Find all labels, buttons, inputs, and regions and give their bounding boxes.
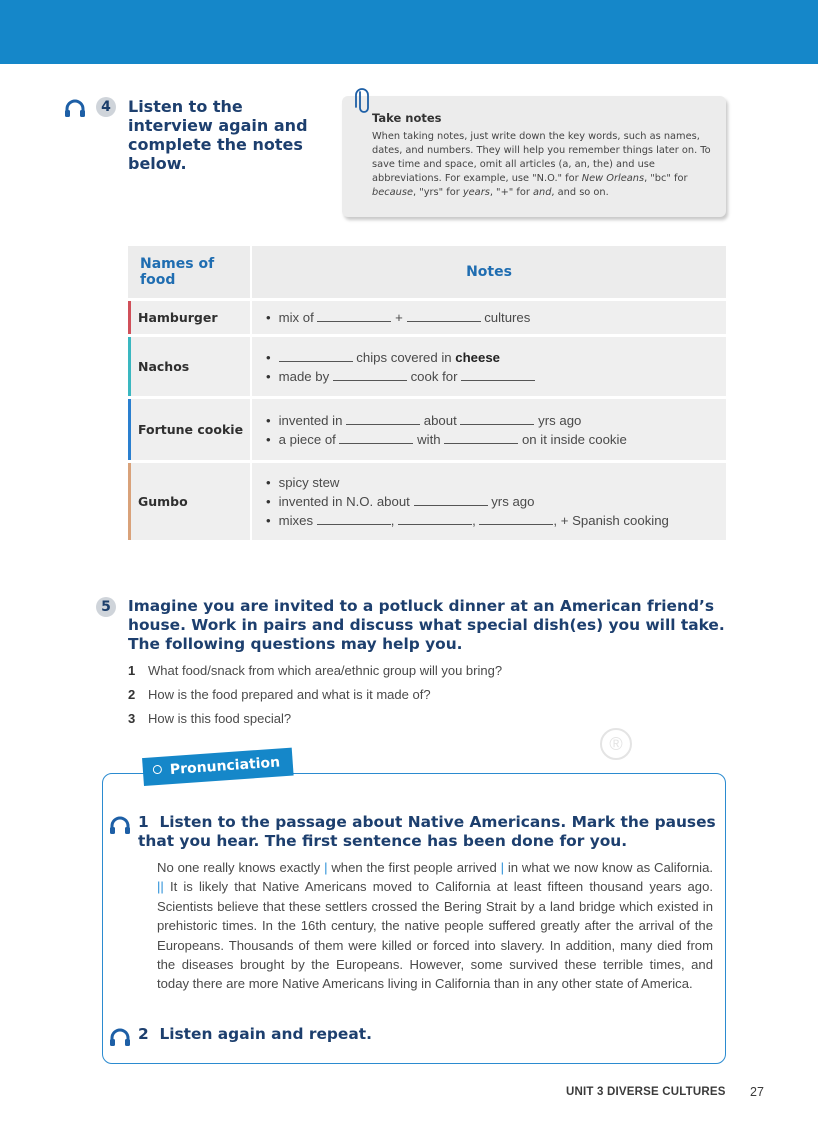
notes-nachos[interactable]: • chips covered in cheese • made by cook for bbox=[252, 334, 726, 396]
food-name-fortune-cookie: Fortune cookie bbox=[128, 396, 252, 460]
headphones-icon bbox=[109, 816, 131, 836]
headphones-icon bbox=[109, 1028, 131, 1048]
registered-watermark: ® bbox=[600, 728, 632, 760]
pronunciation-tab: Pronunciation bbox=[142, 748, 294, 786]
pronunciation-task-2-title: 2 Listen again and repeat. bbox=[138, 1025, 372, 1043]
top-color-band bbox=[0, 0, 818, 64]
notes-hamburger[interactable]: • mix of + cultures bbox=[252, 298, 726, 334]
page-number: 27 bbox=[750, 1085, 764, 1099]
table-row bbox=[128, 460, 726, 540]
list-item: 2 How is the food prepared and what is it made of? bbox=[128, 687, 431, 702]
paperclip-icon bbox=[352, 88, 374, 116]
circle-icon bbox=[153, 765, 163, 775]
exercise-4-title: Listen to the interview again and complete the notes below. bbox=[128, 97, 308, 173]
take-notes-heading: Take notes bbox=[372, 111, 442, 125]
pause-mark-double: || bbox=[157, 879, 164, 895]
exercise-number: 5 bbox=[96, 597, 116, 617]
food-name-nachos: Nachos bbox=[128, 334, 252, 396]
headphones-icon bbox=[64, 99, 86, 119]
table-row bbox=[128, 396, 726, 460]
pause-mark: | bbox=[324, 860, 328, 875]
column-header-notes: Notes bbox=[252, 246, 726, 298]
list-item: 3 How is this food special? bbox=[128, 711, 292, 726]
food-name-hamburger: Hamburger bbox=[128, 298, 252, 334]
native-americans-passage: No one really knows exactly | when the first people arrived | in what we now know as California. || It is likely that Native Americans moved to California at least fifteen thousand years ago. Scientists believe that these settlers crossed the Bering Strait by a land bridge which existed in prehistoric times. In the 16th century, the native people suffered greatly after the arrival of the Europeans. Thousands of them were killed or forced into slavery. In addition, many died from the diseases brought by the Europeans. However, some survived these terrible times, and today there are more Native Americans living in California than in any other state of America. bbox=[157, 860, 713, 992]
food-notes-table bbox=[128, 246, 726, 540]
food-name-gumbo: Gumbo bbox=[128, 460, 252, 540]
pronunciation-task-1-title: 1 Listen to the passage about Native Americans. Mark the pauses that you hear. The first sentence has been done for you. bbox=[138, 813, 716, 850]
question-list bbox=[128, 661, 728, 733]
table-row bbox=[128, 334, 726, 396]
table-row bbox=[128, 298, 726, 334]
column-header-names: Names of food bbox=[128, 246, 252, 298]
exercise-number: 4 bbox=[96, 97, 116, 117]
list-item: 1 What food/snack from which area/ethnic group will you bring? bbox=[128, 663, 503, 678]
take-notes-body: When taking notes, just write down the key words, such as names, dates, and numbers. They will help you remember things later on. To save time and space, omit all articles (a, an, the) and use abbreviations. For example, use "N.O." for New Orleans, "bc" for because, "yrs" for years, "+" for and, and so on. bbox=[372, 131, 711, 198]
notes-fortune-cookie[interactable]: • invented in about yrs ago • a piece of with on it inside cookie bbox=[252, 396, 726, 460]
notes-gumbo[interactable]: • spicy stew • invented in N.O. about yrs ago • mixes , , , + Spanish cooking bbox=[252, 460, 726, 540]
exercise-5-title: Imagine you are invited to a potluck dinner at an American friend’s house. Work in pairs and discuss what special dish(es) you will take. The following questions may help you. bbox=[128, 597, 725, 653]
footer-unit-title: UNIT 3 DIVERSE CULTURES bbox=[566, 1086, 726, 1098]
pause-mark: | bbox=[500, 860, 504, 875]
